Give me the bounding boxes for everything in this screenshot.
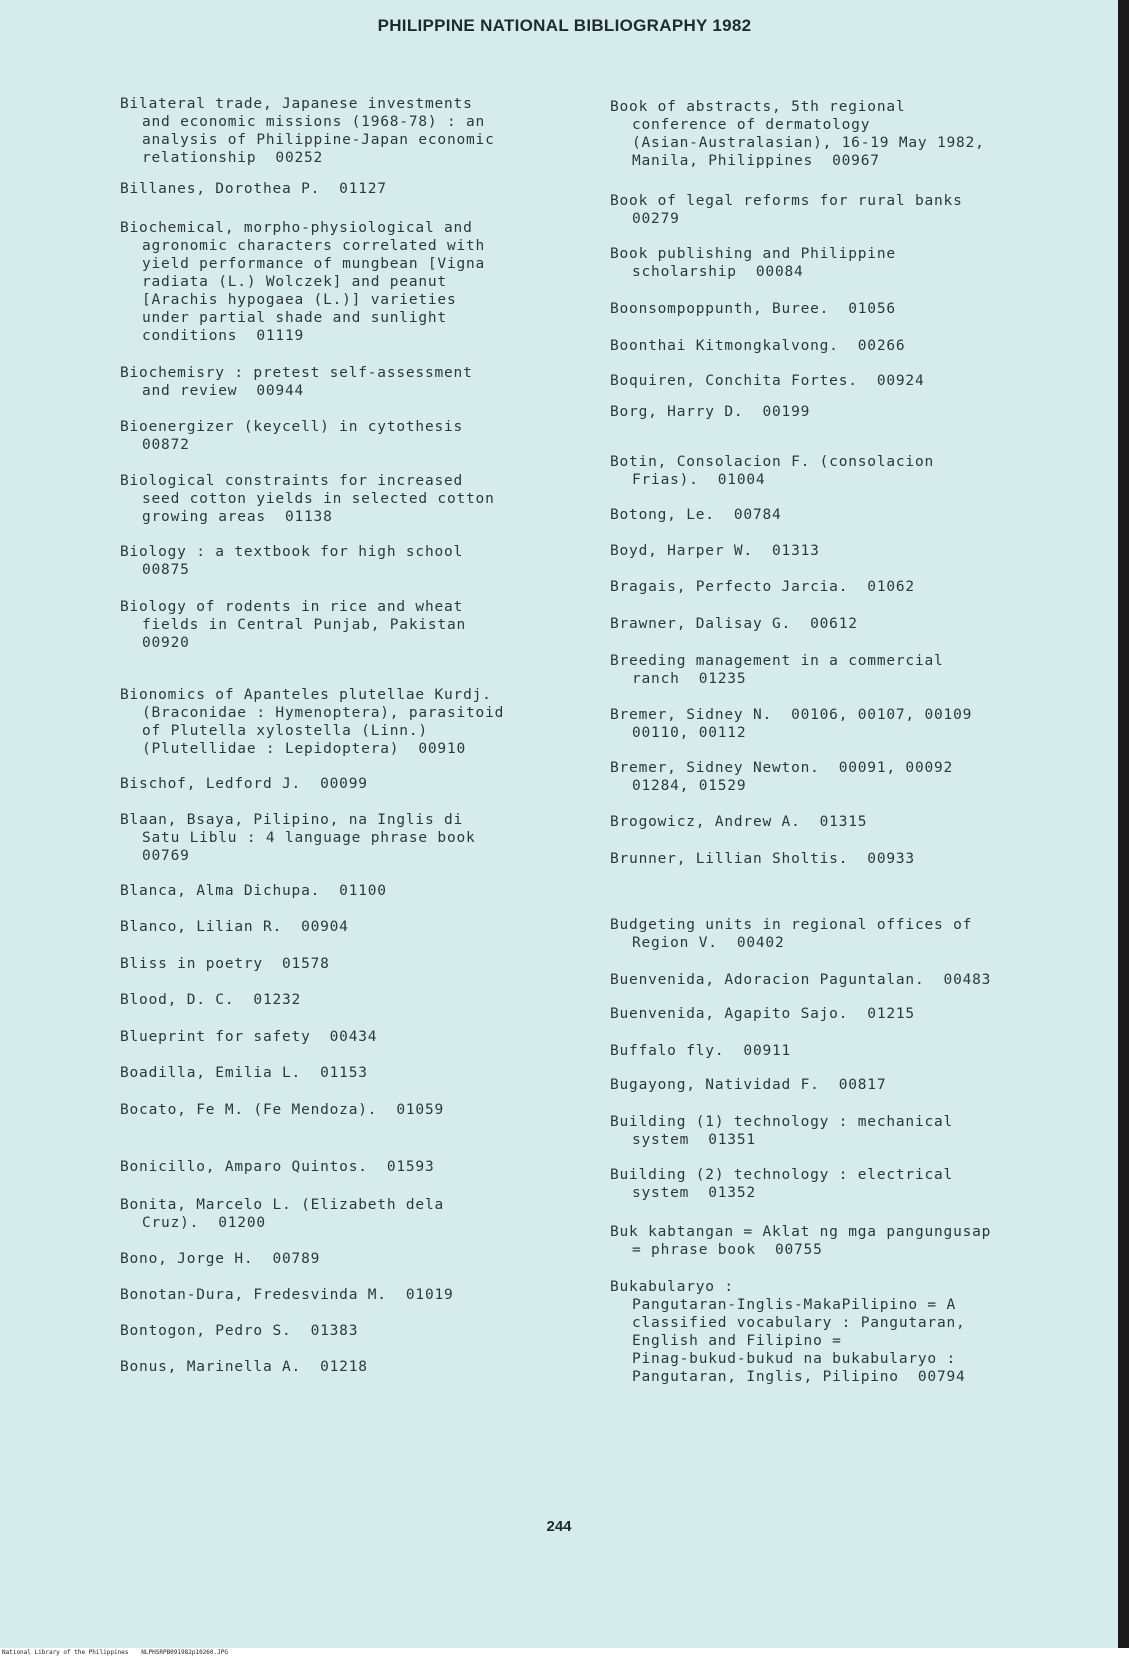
entry-heading-line: Buenvenida, Agapito Sajo. 01215 [610,1006,915,1022]
entry-heading-line: Boonsompoppunth, Buree. 01056 [610,301,896,317]
entry-heading-line: Bonicillo, Amparo Quintos. 01593 [120,1159,435,1175]
bibliography-entry [120,811,476,865]
entry-continuation-line: ranch 01235 [632,671,747,687]
entry-heading-line: Bonita, Marcelo L. (Elizabeth dela [120,1197,445,1213]
entry-continuation-line: (Braconidae : Hymenoptera), parasitoid [142,705,505,721]
entry-heading-line: Blaan, Bsaya, Pilipino, na Inglis di [120,812,464,828]
entry-continuation-line: conference of dermatology [632,117,871,133]
entry-heading-line: Bremer, Sidney N. 00106, 00107, 00109 [610,707,973,723]
bibliography-entry [120,364,473,400]
bibliography-entry [120,1101,444,1119]
entry-continuation-line: conditions 01119 [142,328,305,344]
entry-continuation-line: = phrase book 00755 [632,1242,823,1258]
entry-heading-line: Blanco, Lilian R. 00904 [120,919,349,935]
scan-footer [0,1648,1129,1658]
entry-heading-line: Bischof, Ledford J. 00099 [120,776,368,792]
entry-heading-line: Biology : a textbook for high school [120,544,464,560]
entry-continuation-line: growing areas 01138 [142,509,333,525]
entry-heading-line: Brunner, Lillian Sholtis. 00933 [610,851,915,867]
entry-continuation-line: [Arachis hypogaea (L.)] varieties [142,292,457,308]
entry-continuation-line: Cruz). 01200 [142,1215,266,1231]
entry-continuation-line: and economic missions (1968-78) : an [142,114,486,130]
entry-heading-line: Bonus, Marinella A. 01218 [120,1359,368,1375]
entry-continuation-line: Region V. 00402 [632,935,785,951]
entry-heading-line: Brogowicz, Andrew A. 01315 [610,814,868,830]
bibliography-entry [610,542,820,560]
entry-heading-line: Buk kabtangan = Aklat ng mga pangungusap [610,1224,992,1240]
bibliography-entry [610,971,991,989]
bibliography-entry [610,1076,886,1094]
bibliography-entry [120,1064,368,1082]
entry-continuation-line: under partial shade and sunlight [142,310,447,326]
bibliography-entry [120,991,301,1009]
bibliography-entry [610,1223,991,1259]
entry-continuation-line: relationship 00252 [142,150,324,166]
entry-heading-line: Breeding management in a commercial [610,653,944,669]
bibliography-entry [610,850,915,868]
entry-heading-line: Boonthai Kitmongkalvong. 00266 [610,338,906,354]
entry-heading-line: Bioenergizer (keycell) in cytothesis [120,419,464,435]
entry-heading-line: Biochemical, morpho-physiological and [120,220,473,236]
entry-heading-line: Botin, Consolacion F. (consolacion [610,454,935,470]
bibliography-entry [610,706,972,742]
entry-continuation-line: Frias). 01004 [632,472,766,488]
entry-heading-line: Borg, Harry D. 00199 [610,404,811,420]
entry-continuation-line: (Asian-Australasian), 16-19 May 1982, [632,135,985,151]
bibliography-entry [120,1358,368,1376]
bibliography-entry [120,543,463,579]
bibliography-entry [610,300,896,318]
entry-heading-line: Bugayong, Natividad F. 00817 [610,1077,887,1093]
bibliography-entry [610,1166,953,1202]
entry-heading-line: Boadilla, Emilia L. 01153 [120,1065,368,1081]
entry-continuation-line: 00769 [142,848,190,864]
bibliography-entry [610,98,985,170]
bibliography-entry [610,403,810,421]
entry-continuation-line: yield performance of mungbean [Vigna [142,256,486,272]
entry-heading-line: Bionomics of Apanteles plutellae Kurdj. [120,687,492,703]
entry-continuation-line: scholarship 00084 [632,264,804,280]
bibliography-entry [120,1028,377,1046]
bibliography-entry [610,506,782,524]
entry-continuation-line: 00110, 00112 [632,725,747,741]
entry-continuation-line: radiata (L.) Wolczek] and peanut [142,274,447,290]
bibliography-entry [120,882,387,900]
entry-continuation-line: (Plutellidae : Lepidoptera) 00910 [142,741,467,757]
bibliography-entry [120,1196,444,1232]
entry-heading-line: Building (2) technology : electrical [610,1167,954,1183]
entry-heading-line: Biology of rodents in rice and wheat [120,599,464,615]
entry-continuation-line: system 01352 [632,1185,756,1201]
entry-heading-line: Bonotan-Dura, Fredesvinda M. 01019 [120,1287,454,1303]
bibliography-entry [120,1250,320,1268]
entry-heading-line: Bocato, Fe M. (Fe Mendoza). 01059 [120,1102,445,1118]
bibliography-entry [610,615,858,633]
entry-heading-line: Biochemisry : pretest self-assessment [120,365,473,381]
bibliography-entry [120,95,495,167]
entry-continuation-line: 00279 [632,211,680,227]
entry-continuation-line: analysis of Philippine-Japan economic [142,132,495,148]
entry-continuation-line: English and Filipino = [632,1333,842,1349]
bibliography-entry [610,245,896,281]
entry-heading-line: Bono, Jorge H. 00789 [120,1251,321,1267]
entry-heading-line: Bukabularyo : [610,1279,734,1295]
entry-heading-line: Building (1) technology : mechanical [610,1114,954,1130]
bibliography-entry [120,418,463,454]
bibliography-entry [120,1158,434,1176]
entry-heading-line: Biological constraints for increased [120,473,464,489]
entry-heading-line: Buenvenida, Adoracion Paguntalan. 00483 [610,972,992,988]
entry-heading-line: Bremer, Sidney Newton. 00091, 00092 [610,760,954,776]
entry-heading-line: Blueprint for safety 00434 [120,1029,378,1045]
bibliography-entry [610,1278,966,1386]
bibliography-entry [610,578,915,596]
bibliography-entry [120,219,485,345]
footer-source: National Library of the Philippines [2,1649,129,1656]
entry-continuation-line: Pangutaran, Inglis, Pilipino 00794 [632,1369,966,1385]
bibliography-entry [610,652,944,688]
entry-heading-line: Boquiren, Conchita Fortes. 00924 [610,373,925,389]
entry-heading-line: Bilateral trade, Japanese investments [120,96,473,112]
entry-heading-line: Book publishing and Philippine [610,246,896,262]
entry-heading-line: Blood, D. C. 01232 [120,992,302,1008]
bibliography-entry [120,775,368,793]
entry-heading-line: Bontogon, Pedro S. 01383 [120,1323,359,1339]
footer-filename: NLPHSRPB091982p10260.JPG [141,1649,228,1656]
entry-heading-line: Budgeting units in regional offices of [610,917,973,933]
entry-heading-line: Bliss in poetry 01578 [120,956,330,972]
bibliography-entry [120,686,504,758]
entry-continuation-line: Pangutaran-Inglis-MakaPilipino = A [632,1297,957,1313]
bibliography-entry [120,1286,454,1304]
bibliography-entry [120,598,466,652]
bibliography-entry [610,372,924,390]
bibliography-entry [120,1322,358,1340]
bibliography-entry [120,918,349,936]
bibliography-entry [610,337,905,355]
bibliography-entry [610,453,934,489]
bibliography-entry [120,955,330,973]
bibliography-entry [610,192,963,228]
bibliography-entry [120,472,495,526]
bibliography-entry [610,759,953,795]
entry-heading-line: Buffalo fly. 00911 [610,1043,792,1059]
entry-continuation-line: 00920 [142,635,190,651]
bibliography-entry [610,1042,791,1060]
entry-continuation-line: Manila, Philippines 00967 [632,153,880,169]
entry-heading-line: Blanca, Alma Dichupa. 01100 [120,883,387,899]
entry-continuation-line: 00872 [142,437,190,453]
bibliography-entry [610,1005,915,1023]
entry-heading-line: Brawner, Dalisay G. 00612 [610,616,858,632]
entry-continuation-line: agronomic characters correlated with [142,238,486,254]
entry-continuation-line: and review 00944 [142,383,305,399]
page-header: PHILIPPINE NATIONAL BIBLIOGRAPHY 1982 [377,16,752,35]
entry-continuation-line: of Plutella xylostella (Linn.) [142,723,428,739]
entry-continuation-line: fields in Central Punjab, Pakistan [142,617,467,633]
bibliography-entry [610,813,867,831]
entry-heading-line: Botong, Le. 00784 [610,507,782,523]
entry-continuation-line: system 01351 [632,1132,756,1148]
entry-continuation-line: seed cotton yields in selected cotton [142,491,495,507]
entry-heading-line: Bragais, Perfecto Jarcia. 01062 [610,579,915,595]
bibliography-entry [610,1113,953,1149]
bibliography-entry [610,916,972,952]
entry-continuation-line: Satu Liblu : 4 language phrase book [142,830,476,846]
entry-heading-line: Book of legal reforms for rural banks [610,193,963,209]
entry-heading-line: Billanes, Dorothea P. 01127 [120,181,387,197]
entry-heading-line: Boyd, Harper W. 01313 [610,543,820,559]
bibliography-entry [120,180,387,198]
entry-continuation-line: Pinag-bukud-bukud na bukabularyo : [632,1351,957,1367]
scan-edge [1118,0,1129,1658]
entry-continuation-line: classified vocabulary : Pangutaran, [632,1315,966,1331]
entry-continuation-line: 00875 [142,562,190,578]
entry-heading-line: Book of abstracts, 5th regional [610,99,906,115]
entry-continuation-line: 01284, 01529 [632,778,747,794]
page-number: 244 [546,1518,572,1535]
